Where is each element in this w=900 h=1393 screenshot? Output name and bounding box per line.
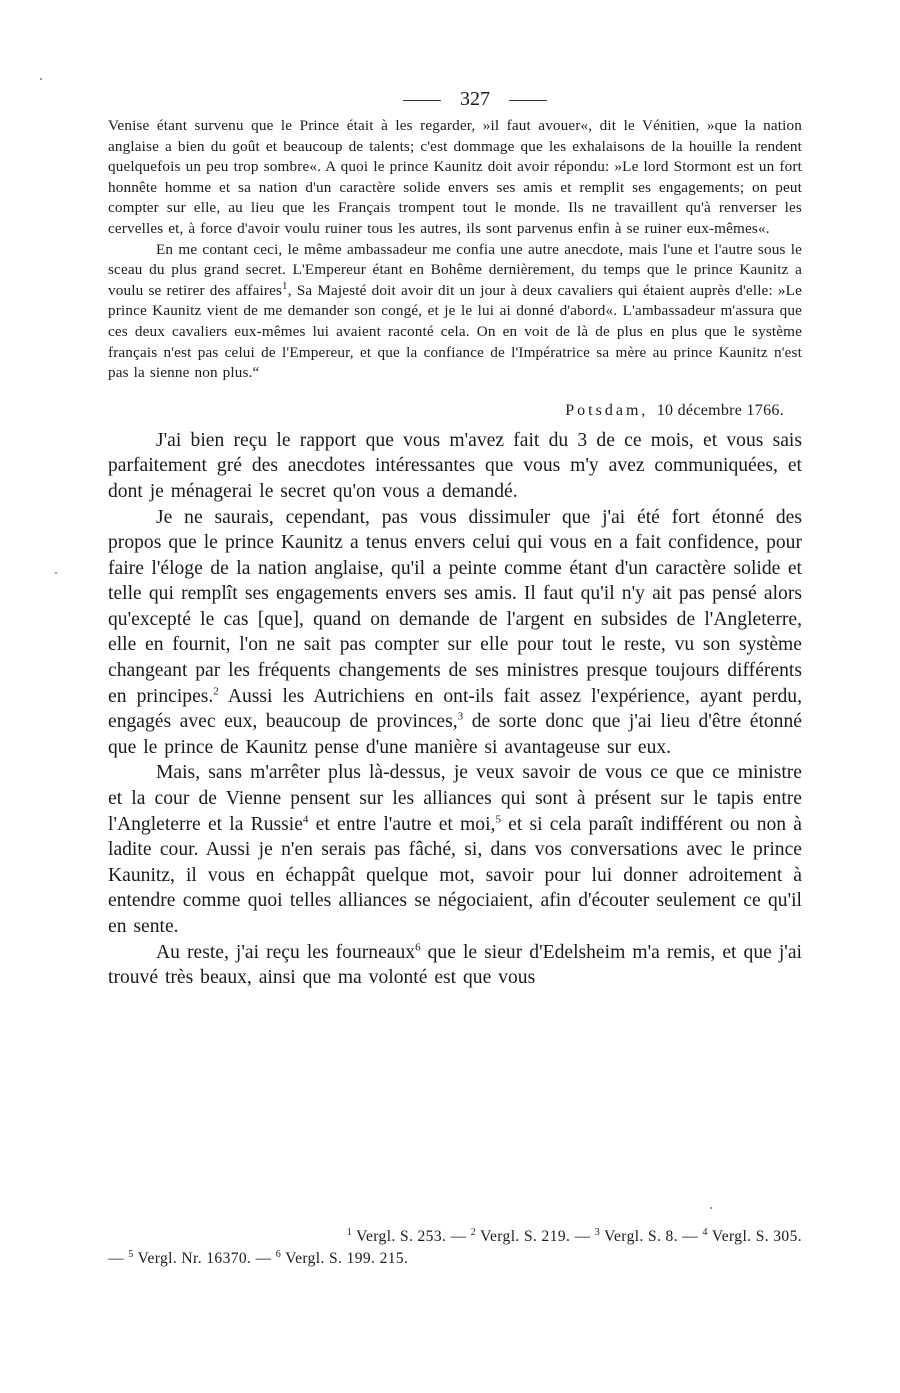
- dateline-place: Potsdam,: [565, 401, 649, 419]
- report-paragraph: Venise étant survenu que le Prince était à les regarder, »il faut avouer«, dit le Vénitien, »que la nation anglaise a bien du goût et beaucoup de talents; c'est dommage que les exhalaisons de la houille la rendent quelquefois un peu trop sombre«. A quoi le prince Kaunitz doit avoir répondu: »Le lord Stormont est un fort honnête homme et sa nation d'un caractère solide envers ses amis et remplit ses engagements; on peut compter sur elle, au lieu que les Français trompent tout le monde. Ils ne travaillent qu'à renverser les cervelles et, à force d'avoir voulu ruiner tous les autres, ils sont parvenus enfin à se ruiner eux-mêmes«.: [108, 117, 802, 237]
- letter-body: [108, 428, 802, 991]
- footnote-line: — $^5$ Vergl. Nr. 16370. — $^6$ Vergl. S. 199. 215.: [108, 1248, 409, 1267]
- scan-speck: [55, 572, 57, 574]
- page-content: [108, 82, 802, 991]
- footnote: $^4$ Vergl. S. 305.: [702, 1226, 802, 1245]
- footnote: $^1$ Vergl. S. 253.: [346, 1226, 447, 1245]
- footnote: $^6$ Vergl. S. 199. 215.: [275, 1248, 409, 1267]
- page-header: [148, 82, 802, 116]
- dateline-date: 10 décembre 1766.: [656, 401, 784, 419]
- dateline: [108, 400, 784, 422]
- footnote-ref: 4: [302, 813, 309, 826]
- letter-paragraph: Je ne saurais, cependant, pas vous dissimuler que j'ai été fort étonné des propos que le prince Kaunitz a tenus envers celui qui vous en a fait confidence, pour faire l'éloge de la nation anglaise, qu'il a peinte comme étant d'un caractère solide et telle qui remplît ses engagements envers ses amis. Il faut qu'il n'y ait pas pensé alors qu'excepté le cas [que], quand on demande de l'argent en subsides de l'Angleterre, elle en fournit, l'on ne sait pas compter sur elle pour tout le reste, vu son système changeant par les fréquents changements de ses ministres presque toujours différents en principes.$^2$ Aussi les Autrichiens en ont-ils fait assez l'expérience, ayant perdu, engagés avec eux, beaucoup de provinces,$^3$ de sorte donc que j'ai lieu d'être étonné que le prince de Kaunitz pense d'une manière si avantageuse sur eux.: [108, 506, 802, 758]
- scan-speck: [710, 1207, 712, 1209]
- scan-speck: [40, 78, 42, 80]
- footnote: $^3$ Vergl. S. 8.: [594, 1226, 678, 1245]
- report-paragraph: En me contant ceci, le même ambassadeur me confia une autre anecdote, mais l'une et l'autre sous le sceau du plus grand secret. L'Empereur étant en Bohême dernièrement, du temps que le prince Kaunitz a voulu se retirer des affaires$^1$, Sa Majesté doit avoir dit un jour à deux cavaliers qui étaient auprès d'elle: »Le prince Kaunitz vient de me demander son congé, et je le lui ai donné d'abord«. L'ambassadeur m'assura que ces deux cavaliers eux-mêmes lui avaient raconté cela. On en voit de là de plus en plus que le système français n'est pas celui de l'Empereur, et que la confiance de l'Impératrice sa mère au prince Kaunitz n'est pas la sienne non plus.“: [108, 240, 802, 382]
- footnote-ref: 1: [282, 279, 288, 292]
- page-number: 327: [460, 88, 490, 110]
- quoted-report: [108, 116, 802, 384]
- footnote-ref: 6: [415, 941, 421, 954]
- letter-paragraph: Au reste, j'ai reçu les fourneaux$^6$ que le sieur d'Edelsheim m'a remis, et que j'ai trouvé très beaux, ainsi que ma volonté est que vous: [108, 941, 802, 989]
- header-rule-left: [403, 100, 441, 101]
- footnote: $^5$ Vergl. Nr. 16370.: [128, 1248, 252, 1267]
- footnote-ref: 2: [213, 685, 219, 698]
- footnote: $^2$ Vergl. S. 219.: [470, 1226, 571, 1245]
- header-rule-right: [509, 100, 547, 101]
- letter-paragraph: Mais, sans m'arrêter plus là-dessus, je veux savoir de vous ce que ce ministre et la cour de Vienne pensent sur les alliances qui sont à présent sur le tapis entre l'Angleterre et la Russie$^4$ et entre l'autre et moi,$^5$ et si cela paraît indifférent ou non à ladite cour. Aussi je n'en serais pas fâché, si, dans vos conversations avec le prince Kaunitz, il vous en échappât quelque mot, savoir pour lui donner adroitement à entendre comme quoi telles alliances se négociaient, afin d'écouter seulement ce qu'il en sente.: [108, 762, 802, 937]
- footnote-ref: 5: [495, 813, 501, 826]
- letter-paragraph: J'ai bien reçu le rapport que vous m'avez fait du 3 de ce mois, et vous sais parfaitement gré des anecdotes intéressantes que vous m'y avez communiquées, et dont je ménagerai le secret qu'on vous a demandé.: [108, 429, 802, 502]
- footnote-ref: 3: [457, 710, 464, 723]
- footnotes: [108, 1226, 802, 1270]
- footnote-line: $^1$ Vergl. S. 253. — $^2$ Vergl. S. 219. — $^3$ Vergl. S. 8. — $^4$ Vergl. S. 305.: [346, 1226, 802, 1245]
